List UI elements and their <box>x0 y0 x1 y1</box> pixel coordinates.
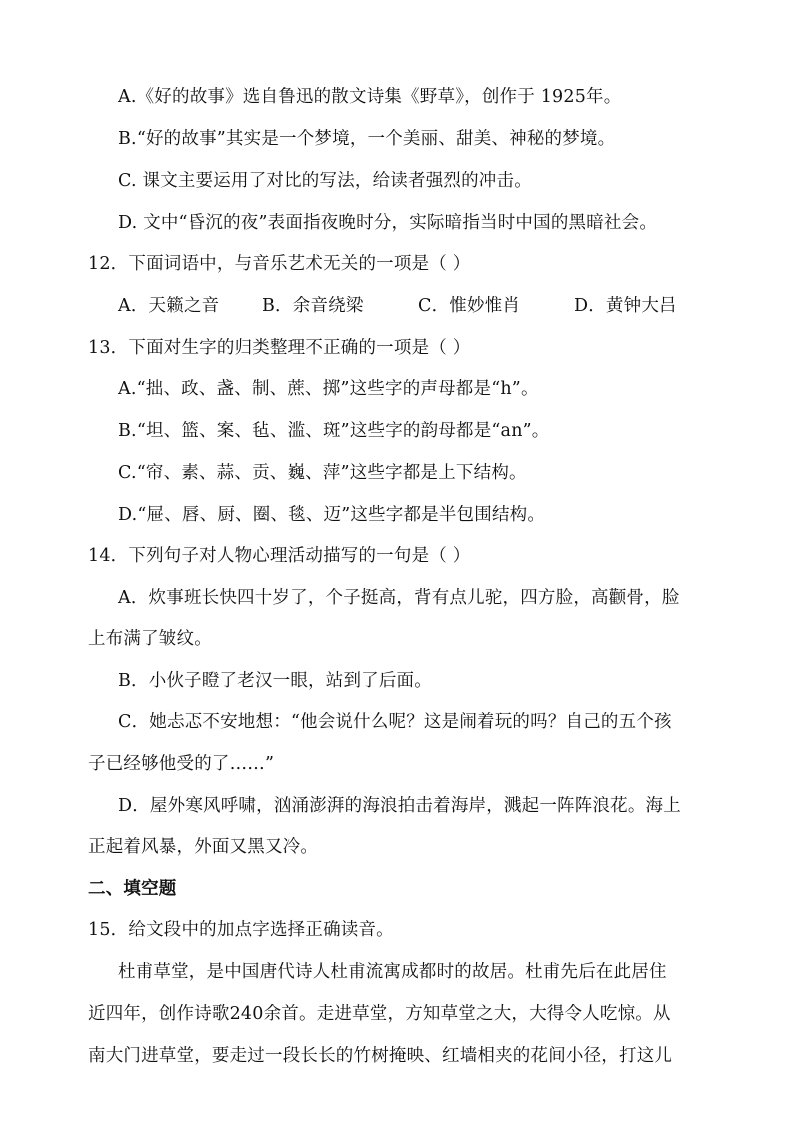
q12-option-b: B．余音绕梁 <box>262 296 364 316</box>
q15-passage-line2: 近四年，创作诗歌240余首。走进草堂，方知草堂之大，大得令人吃惊。从 <box>88 1004 671 1024</box>
q15-passage-line3: 南大门进草堂，要走过一段长长的竹树掩映、红墙相夹的花间小径，打这儿 <box>88 1046 673 1066</box>
q12-option-d: D．黄钟大吕 <box>574 296 677 316</box>
q14-option-d-line1: D．屋外寒风呼啸，汹涌澎湃的海浪拍击着海岸，溅起一阵阵浪花。海上 <box>118 796 681 816</box>
q15-passage-line1: 杜甫草堂，是中国唐代诗人杜甫流寓成都时的故居。杜甫先后在此居住 <box>118 962 667 982</box>
q14-option-a-line1: A．炊事班长快四十岁了，个子挺高，背有点儿驼，四方脸，高颧骨，脸 <box>118 588 680 608</box>
q12-option-c: C．惟妙惟肖 <box>418 296 521 316</box>
q12-option-a: A．天籁之音 <box>118 296 220 316</box>
q13-stem: 13．下面对生字的归类整理不正确的一项是（ ） <box>88 338 471 358</box>
q14-option-a-line2: 上布满了皱纹。 <box>88 629 212 649</box>
q11-option-a: A.《好的故事》选自鲁迅的散文诗集《野草》，创作于 1925年。 <box>118 87 622 107</box>
q15-stem: 15．给文段中的加点字选择正确读音。 <box>88 920 394 940</box>
q11-option-d: D. 文中“昏沉的夜”表面指夜晚时分，实际暗指当时中国的黑暗社会。 <box>118 213 658 233</box>
q13-option-c: C.“帘、素、蒜、贡、巍、萍”这些字都是上下结构。 <box>118 463 527 483</box>
q11-option-c: C. 课文主要运用了对比的写法，给读者强烈的冲击。 <box>118 171 532 191</box>
q12-stem: 12．下面词语中，与音乐艺术无关的一项是（ ） <box>88 254 471 274</box>
q14-option-d-line2: 正起着风暴，外面又黑又冷。 <box>88 837 319 857</box>
q14-option-c-line1: C．她忐忑不安地想：“他会说什么呢？这是闹着玩的吗？自己的五个孩 <box>118 712 672 732</box>
q11-option-b: B.“好的故事”其实是一个梦境，一个美丽、甜美、神秘的梦境。 <box>118 129 616 149</box>
section-title: 二、填空题 <box>88 879 177 899</box>
q13-option-d: D.“屉、唇、厨、圈、毯、迈”这些字都是半包围结构。 <box>118 505 546 525</box>
q14-stem: 14．下列句子对人物心理活动描写的一句是（ ） <box>88 546 471 566</box>
q13-option-a: A.“拙、政、盏、制、蔗、掷”这些字的声母都是“h”。 <box>118 379 539 399</box>
q14-option-b: B．小伙子瞪了老汉一眼，站到了后面。 <box>118 671 432 691</box>
q14-option-c-line2: 子已经够他受的了……” <box>88 754 275 774</box>
q13-option-b: B.“坦、篮、案、毡、滥、斑”这些字的韵母都是“an”。 <box>118 421 550 441</box>
